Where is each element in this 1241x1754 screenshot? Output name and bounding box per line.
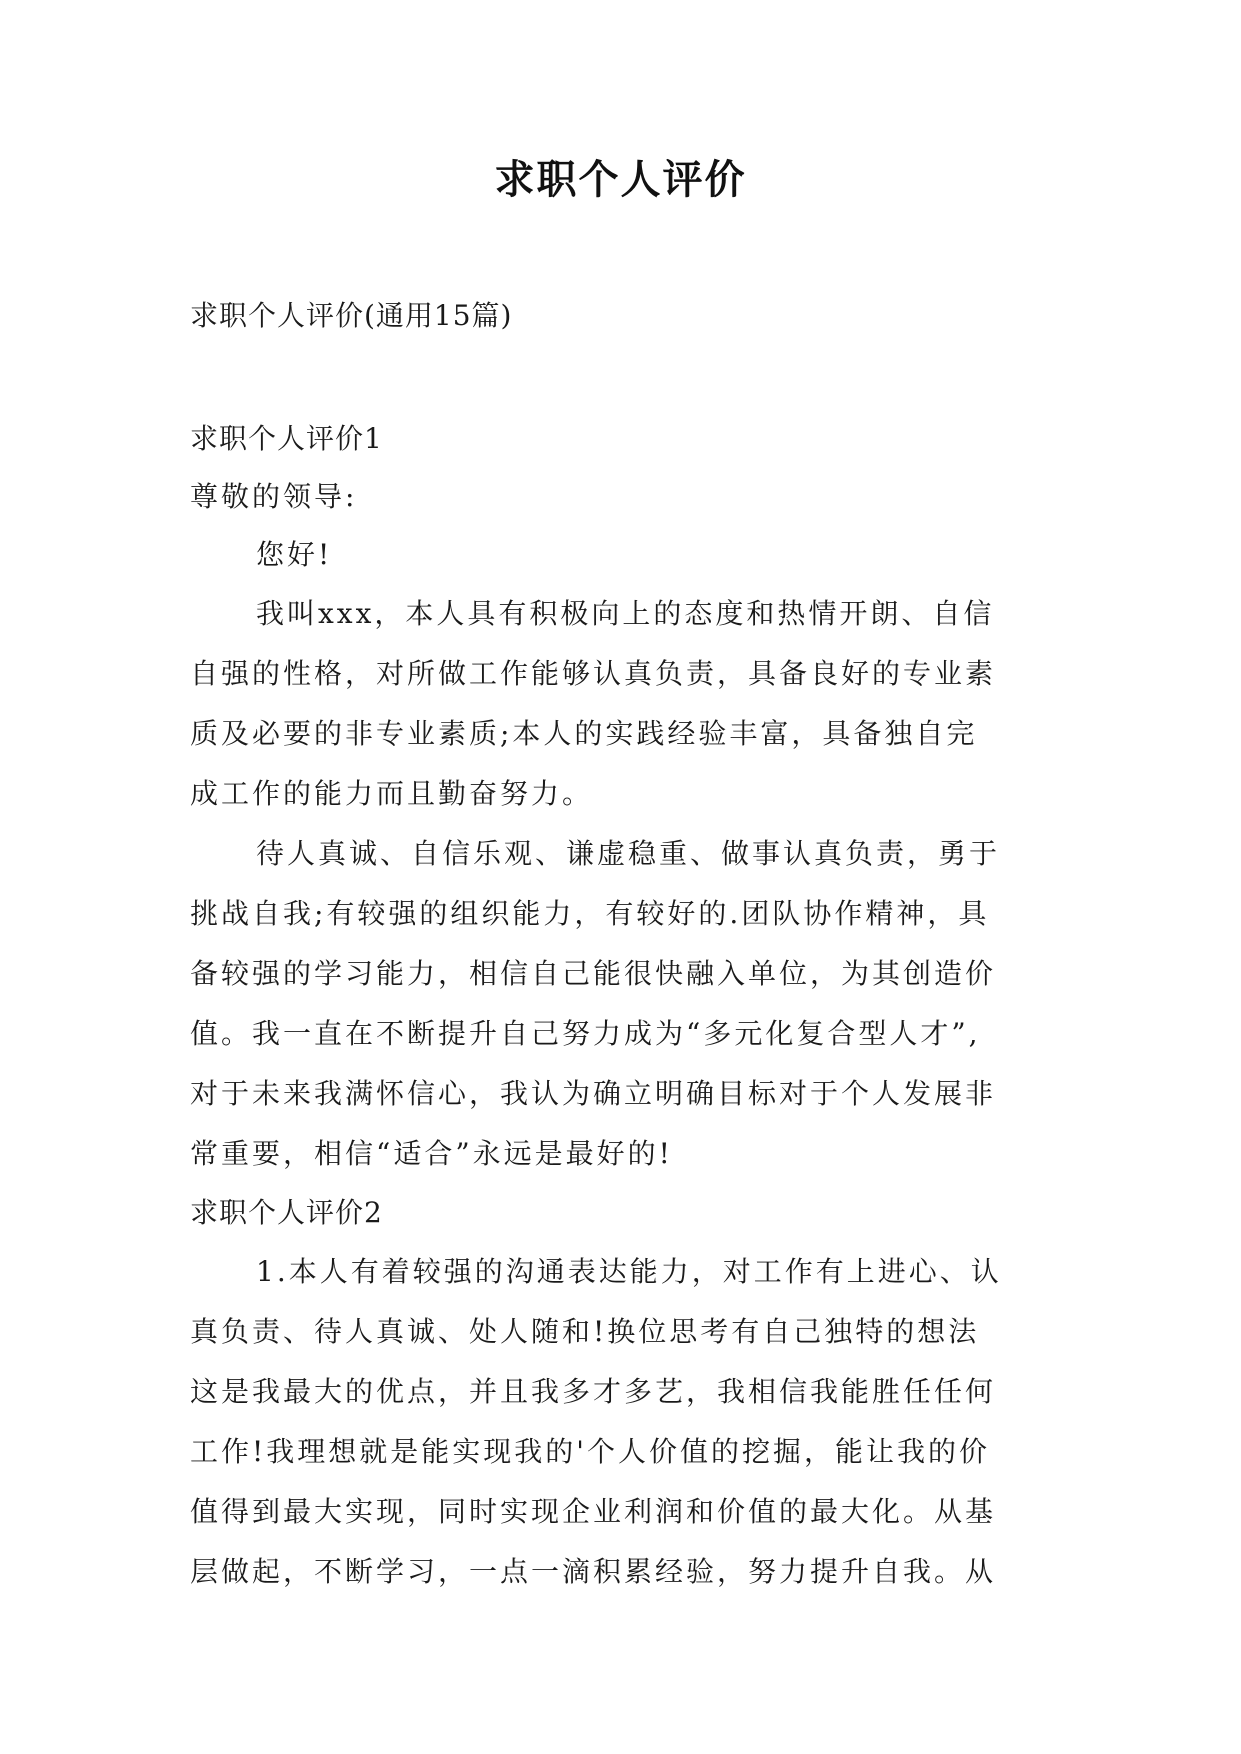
greeting: 您好! bbox=[256, 538, 333, 571]
paragraph-line: 值。我一直在不断提升自己努力成为“多元化复合型人才”, bbox=[190, 1017, 981, 1050]
section-heading: 求职个人评价1 bbox=[190, 422, 383, 455]
paragraph-line: 值得到最大实现，同时实现企业利润和价值的最大化。从基 bbox=[190, 1495, 997, 1528]
salutation: 尊敬的领导: bbox=[190, 480, 358, 513]
paragraph-line: 挑战自我;有较强的组织能力，有较好的.团队协作精神，具 bbox=[190, 897, 990, 930]
paragraph-line: 质及必要的非专业素质;本人的实践经验丰富，具备独自完 bbox=[190, 717, 978, 750]
paragraph-line: 真负责、待人真诚、处人随和!换位思考有自己独特的想法 bbox=[190, 1315, 980, 1348]
paragraph-line: 对于未来我满怀信心，我认为确立明确目标对于个人发展非 bbox=[190, 1077, 997, 1110]
paragraph-line: 待人真诚、自信乐观、谦虚稳重、做事认真负责，勇于 bbox=[256, 837, 1001, 870]
paragraph-line: 层做起，不断学习，一点一滴积累经验，努力提升自我。从 bbox=[190, 1555, 997, 1588]
paragraph-line: 自强的性格，对所做工作能够认真负责，具备良好的专业素 bbox=[190, 657, 997, 690]
document-title: 求职个人评价 bbox=[494, 156, 747, 203]
paragraph-line: 我叫xxx，本人具有积极向上的态度和热情开朗、自信 bbox=[256, 597, 995, 630]
paragraph-line: 成工作的能力而且勤奋努力。 bbox=[190, 777, 594, 810]
document-body bbox=[190, 410, 1055, 1602]
paragraph-line: 这是我最大的优点，并且我多才多艺，我相信我能胜任任何 bbox=[190, 1375, 997, 1408]
paragraph-line: 1.本人有着较强的沟通表达能力，对工作有上进心、认 bbox=[256, 1255, 1002, 1288]
document-subtitle: 求职个人评价(通用15篇) bbox=[190, 299, 513, 332]
section-heading: 求职个人评价2 bbox=[190, 1196, 383, 1229]
paragraph-line: 备较强的学习能力，相信自己能很快融入单位，为其创造价 bbox=[190, 957, 997, 990]
paragraph-line: 工作!我理想就是能实现我的'个人价值的挖掘，能让我的价 bbox=[190, 1435, 990, 1468]
paragraph-line: 常重要，相信“适合”永远是最好的! bbox=[190, 1137, 673, 1170]
